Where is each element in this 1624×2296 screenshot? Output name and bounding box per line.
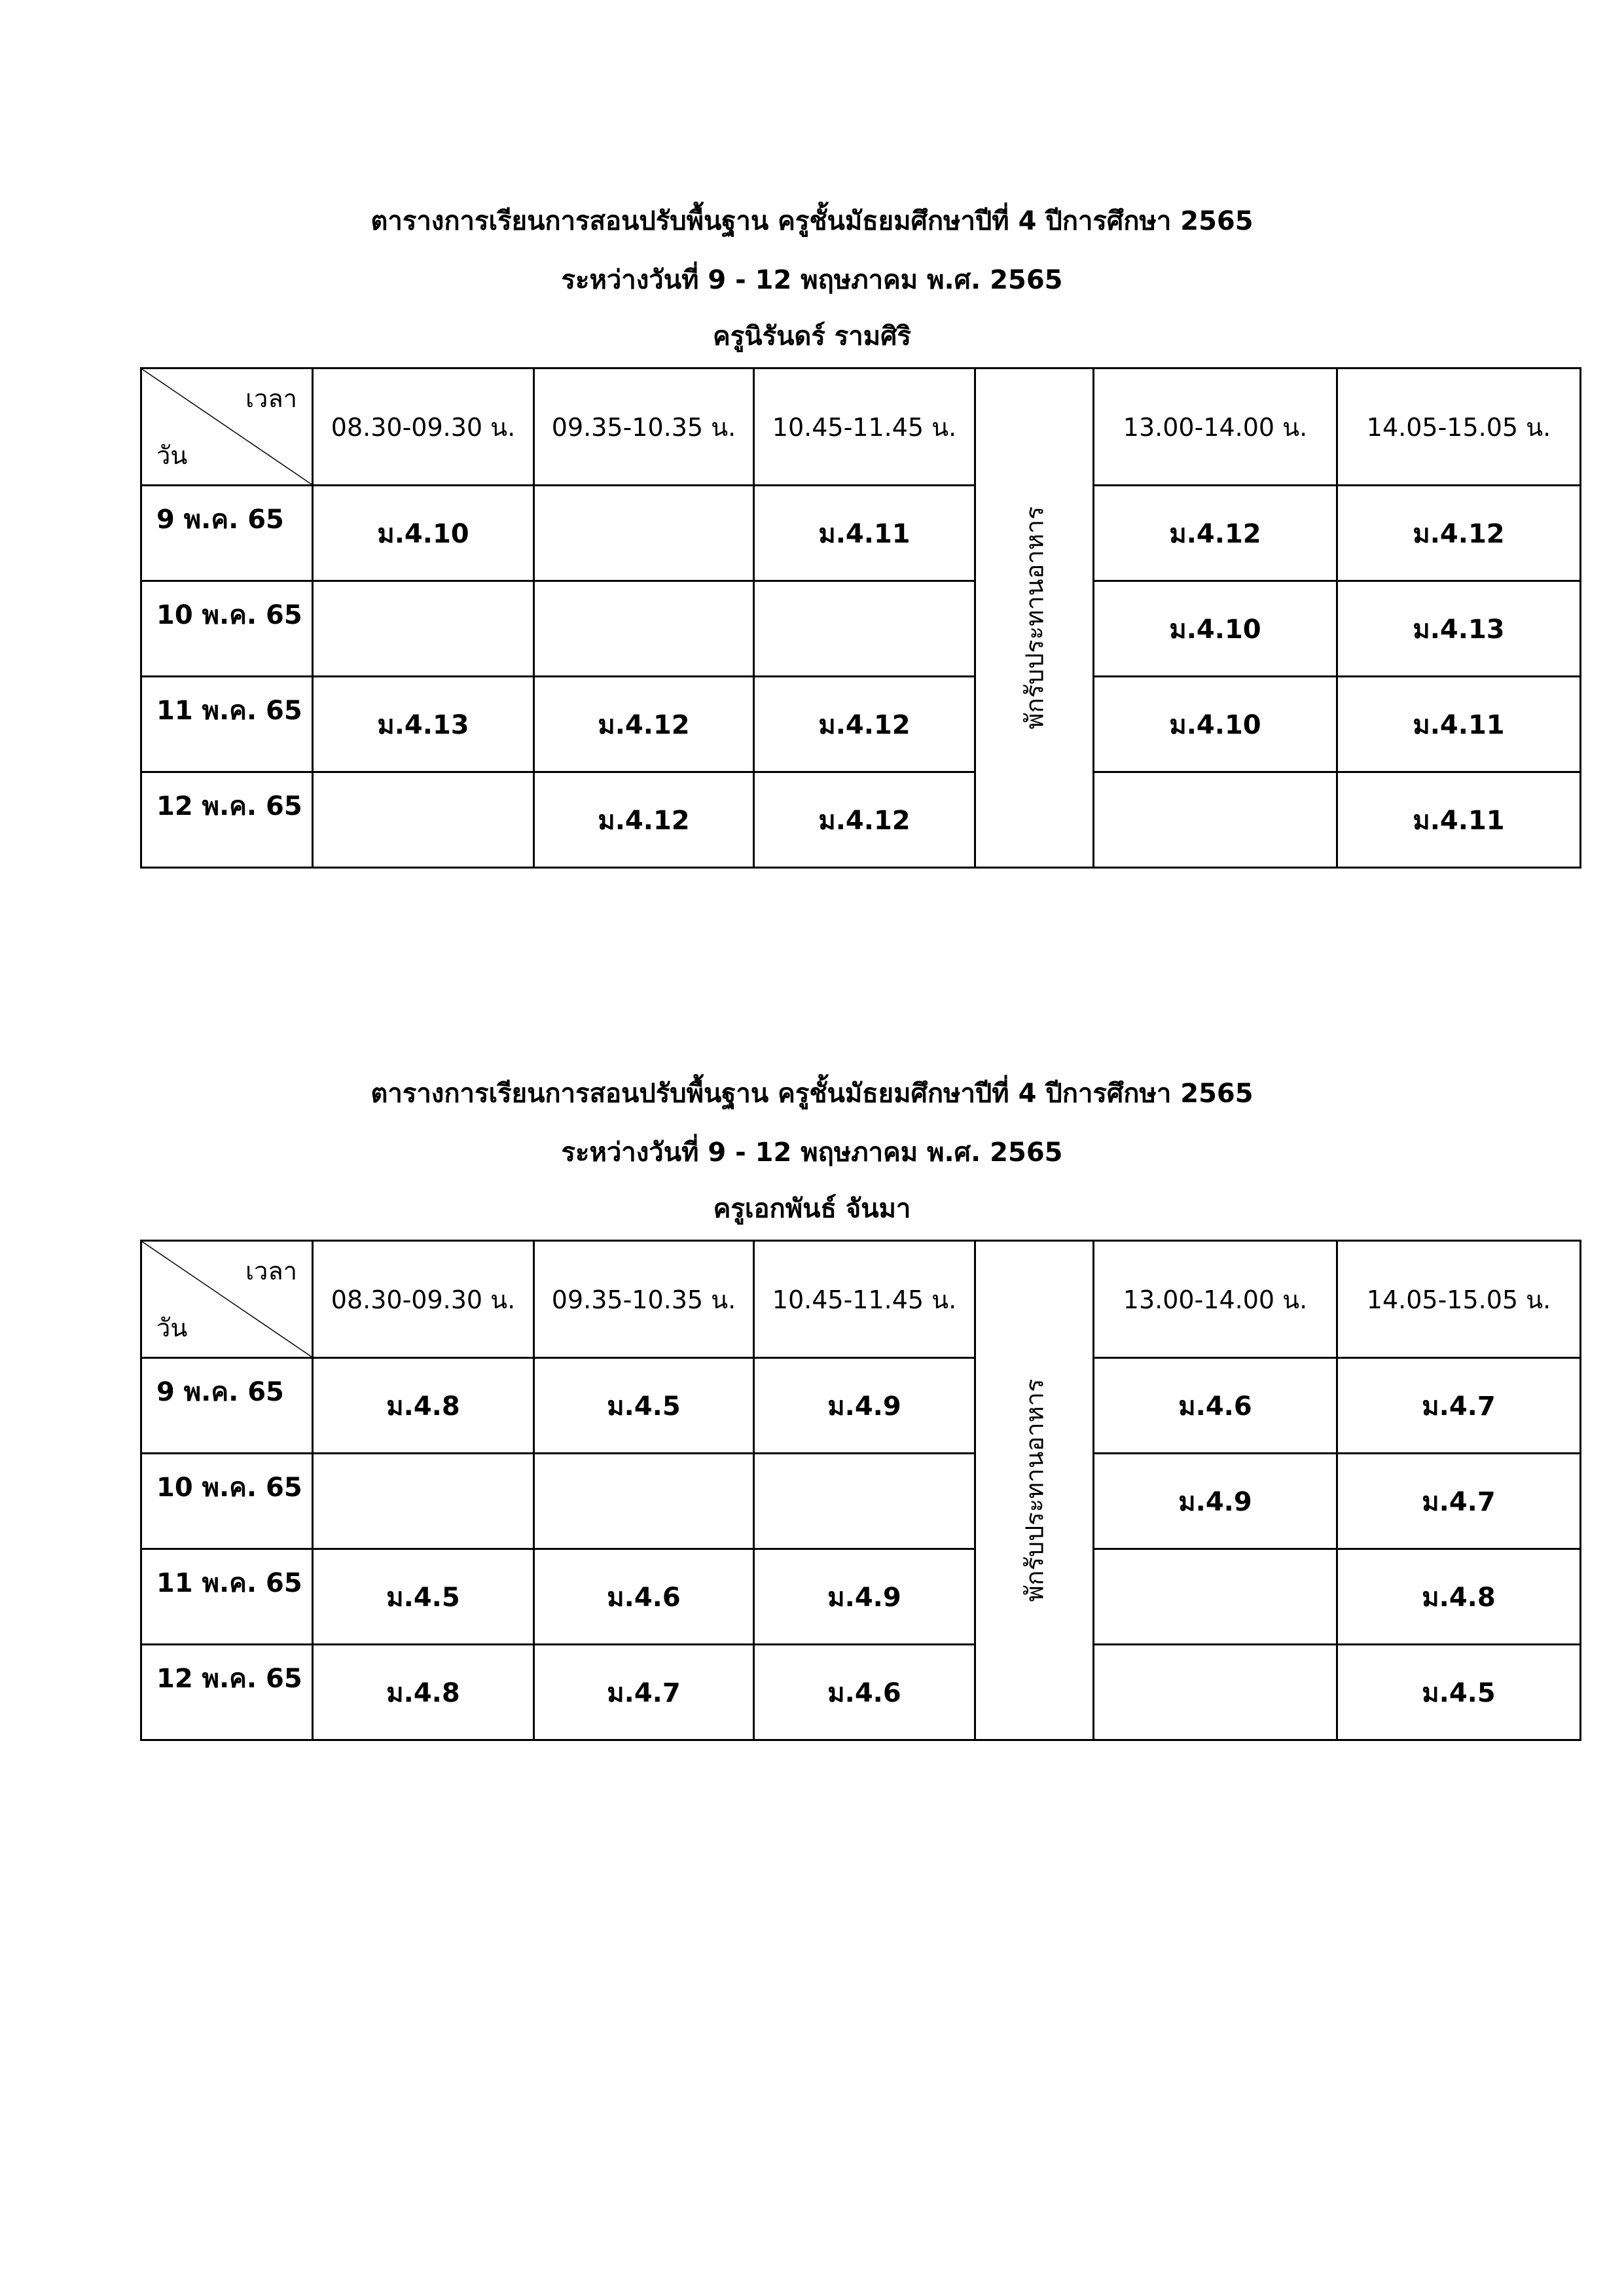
class-cell: ม.4.11	[1337, 772, 1581, 868]
class-cell: ม.4.6	[534, 1549, 754, 1645]
class-cell: ม.4.8	[313, 1645, 534, 1740]
lunch-break-cell	[975, 368, 1094, 868]
time-slot-header: 09.35-10.35 น.	[534, 368, 754, 486]
header-row	[141, 368, 1581, 486]
class-cell: ม.4.7	[1337, 1454, 1581, 1549]
day-label: วัน	[156, 441, 188, 470]
class-cell: ม.4.6	[1094, 1358, 1337, 1454]
class-cell: ม.4.5	[534, 1358, 754, 1454]
class-cell: ม.4.10	[1094, 677, 1337, 772]
corner-header-cell	[141, 1241, 313, 1358]
class-cell	[1094, 772, 1337, 868]
class-cell: ม.4.10	[313, 486, 534, 581]
table-row	[141, 1549, 1581, 1645]
day-cell: 11 พ.ค. 65	[141, 677, 313, 772]
class-cell: ม.4.11	[754, 486, 975, 581]
class-cell: ม.4.7	[534, 1645, 754, 1740]
day-cell: 9 พ.ค. 65	[141, 1358, 313, 1454]
class-cell: ม.4.9	[754, 1358, 975, 1454]
corner-header-cell	[141, 368, 313, 486]
class-cell	[1094, 1645, 1337, 1740]
class-cell: ม.4.6	[754, 1645, 975, 1740]
class-cell: ม.4.12	[754, 772, 975, 868]
lunch-break-label: พักรับประทานอาหาร	[1020, 1378, 1049, 1602]
time-label: เวลา	[245, 1257, 297, 1285]
schedule-date-range: ระหว่างวันที่ 9 - 12 พฤษภาคม พ.ศ. 2565	[561, 1138, 1063, 1168]
class-cell	[1094, 1549, 1337, 1645]
time-slot-header: 08.30-09.30 น.	[313, 1241, 534, 1358]
class-cell: ม.4.9	[754, 1549, 975, 1645]
class-cell: ม.4.11	[1337, 677, 1581, 772]
lunch-break-label: พักรับประทานอาหาร	[1020, 506, 1049, 730]
time-slot-header: 10.45-11.45 น.	[754, 1241, 975, 1358]
class-cell: ม.4.13	[1337, 581, 1581, 677]
class-cell: ม.4.12	[1337, 486, 1581, 581]
time-label: เวลา	[245, 384, 297, 413]
class-cell: ม.4.12	[1094, 486, 1337, 581]
time-slot-header: 14.05-15.05 น.	[1337, 368, 1581, 486]
day-label: วัน	[156, 1314, 188, 1342]
time-slot-header: 14.05-15.05 น.	[1337, 1241, 1581, 1358]
day-cell: 10 พ.ค. 65	[141, 581, 313, 677]
class-cell: ม.4.10	[1094, 581, 1337, 677]
class-cell: ม.4.13	[313, 677, 534, 772]
class-cell: ม.4.12	[534, 772, 754, 868]
table-row	[141, 677, 1581, 772]
teacher-name: ครูนิรันดร์ รามศิริ	[713, 321, 911, 351]
schedule-title: ตารางการเรียนการสอนปรับพื้นฐาน ครูชั้นมัธยมศึกษาปีที่ 4 ปีการศึกษา 2565	[370, 1079, 1254, 1109]
class-cell: ม.4.5	[313, 1549, 534, 1645]
class-cell	[754, 581, 975, 677]
class-cell: ม.4.5	[1337, 1645, 1581, 1740]
schedule-date-range: ระหว่างวันที่ 9 - 12 พฤษภาคม พ.ศ. 2565	[561, 265, 1063, 295]
table-row	[141, 1454, 1581, 1549]
class-cell: ม.4.12	[754, 677, 975, 772]
class-cell: ม.4.9	[1094, 1454, 1337, 1549]
class-cell: ม.4.7	[1337, 1358, 1581, 1454]
class-cell: ม.4.8	[1337, 1549, 1581, 1645]
class-cell: ม.4.8	[313, 1358, 534, 1454]
time-slot-header: 13.00-14.00 น.	[1094, 1241, 1337, 1358]
class-cell	[313, 1454, 534, 1549]
time-slot-header: 09.35-10.35 น.	[534, 1241, 754, 1358]
time-slot-header: 10.45-11.45 น.	[754, 368, 975, 486]
table-row	[141, 772, 1581, 868]
schedule-table	[140, 367, 1581, 869]
class-cell	[534, 1454, 754, 1549]
schedule-title: ตารางการเรียนการสอนปรับพื้นฐาน ครูชั้นมัธยมศึกษาปีที่ 4 ปีการศึกษา 2565	[370, 206, 1254, 236]
class-cell	[754, 1454, 975, 1549]
day-cell: 10 พ.ค. 65	[141, 1454, 313, 1549]
time-slot-header: 08.30-09.30 น.	[313, 368, 534, 486]
table-row	[141, 1645, 1581, 1740]
table-row	[141, 581, 1581, 677]
lunch-break-cell	[975, 1241, 1094, 1740]
teacher-name: ครูเอกพันธ์ จันมา	[713, 1194, 911, 1224]
schedule-table	[140, 1240, 1581, 1741]
day-cell: 9 พ.ค. 65	[141, 486, 313, 581]
class-cell	[313, 581, 534, 677]
table-row	[141, 486, 1581, 581]
time-slot-header: 13.00-14.00 น.	[1094, 368, 1337, 486]
header-row	[141, 1241, 1581, 1358]
day-cell: 12 พ.ค. 65	[141, 1645, 313, 1740]
class-cell	[534, 581, 754, 677]
day-cell: 12 พ.ค. 65	[141, 772, 313, 868]
table-row	[141, 1358, 1581, 1454]
day-cell: 11 พ.ค. 65	[141, 1549, 313, 1645]
class-cell	[534, 486, 754, 581]
class-cell: ม.4.12	[534, 677, 754, 772]
class-cell	[313, 772, 534, 868]
